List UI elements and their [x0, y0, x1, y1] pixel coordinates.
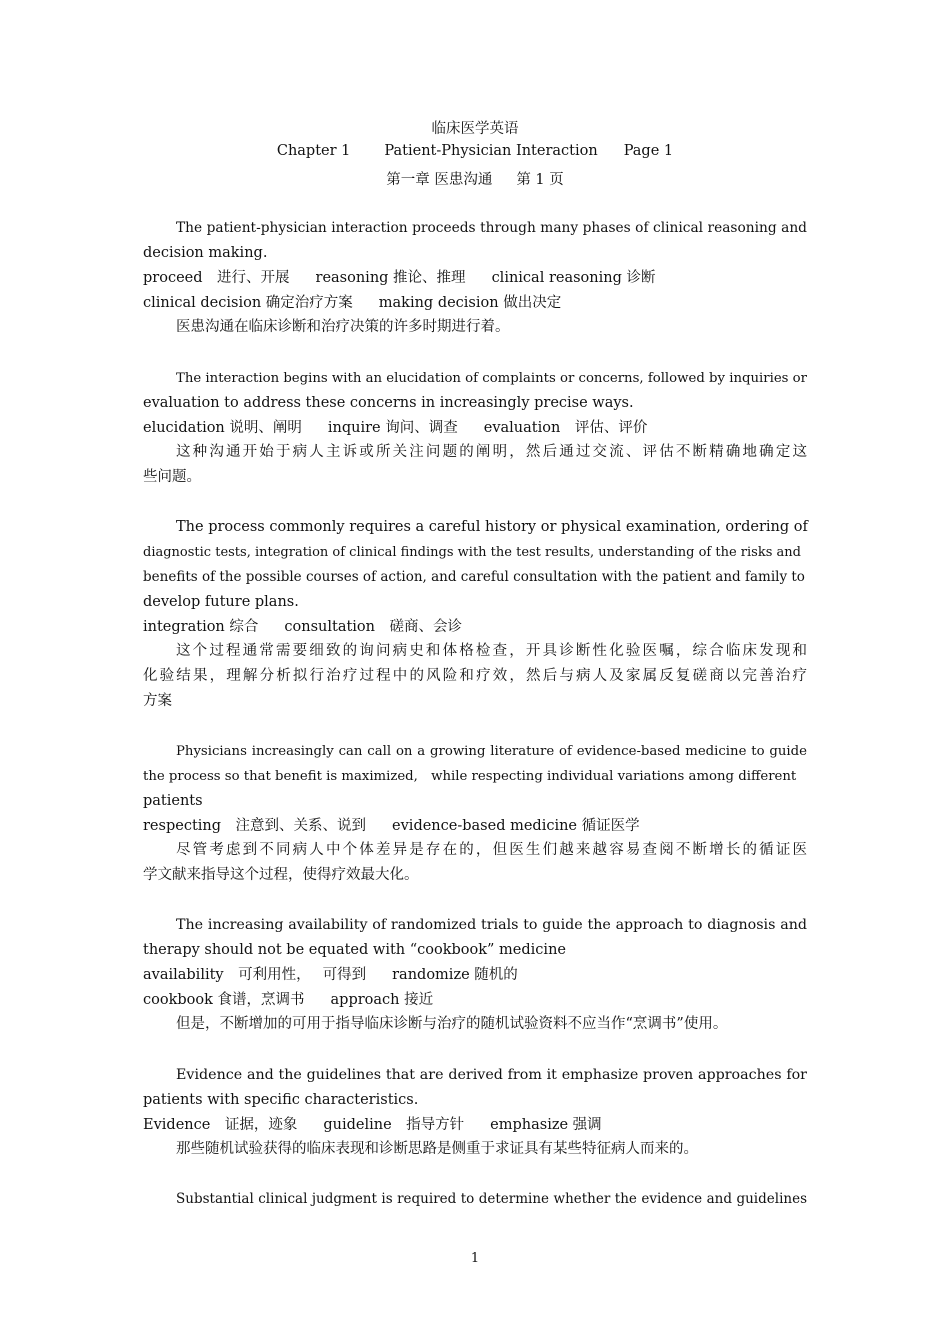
vocab-entry: clinical decision 确定治疗方案 — [143, 295, 353, 311]
vocab-entry: reasoning 推论、推理 — [315, 270, 466, 286]
vocab-entry: approach 接近 — [330, 992, 434, 1008]
paragraph-text: evaluation to address these concerns in increasingly precise ways. — [143, 395, 634, 411]
paragraph-text: patients with specific characteristics. — [143, 1092, 419, 1108]
vocab-entry: evaluation 评估、评价 — [483, 420, 648, 436]
translation-text: 尽管考虑到不同病人中个体差异是存在的，但医生们越来越容易查阅不断增长的循证医 — [176, 842, 807, 858]
paragraph-text: The patient-physician interaction proceeds through many phases of clinical reasoning and — [176, 220, 807, 236]
vocab-entry: inquire 询问、调查 — [327, 420, 458, 436]
vocabulary-line — [143, 291, 807, 316]
vocab-entry: making decision 做出决定 — [378, 295, 562, 311]
paragraph-text: benefits of the possible courses of action, and careful consultation with the patient and family to — [143, 569, 805, 585]
vocab-entry: randomize 随机的 — [392, 967, 518, 983]
paragraph-text: therapy should not be equated with “cookbook” medicine — [143, 942, 566, 958]
chapter-heading — [143, 143, 807, 159]
vocabulary-line — [143, 963, 807, 988]
chapter-title-cn: 第一章 医患沟通 — [386, 172, 493, 188]
vocabulary-line — [143, 1113, 807, 1138]
translation-text: 化验结果，理解分析拟行治疗过程中的风险和疗效，然后与病人及家属反复磋商以完善治疗 — [143, 668, 807, 684]
translation-text: 那些随机试验获得的临床表现和诊断思路是侧重于求证具有某些特征病人而来的。 — [176, 1141, 698, 1157]
translation-text: 医患沟通在临床诊断和治疗决策的许多时期进行着。 — [176, 319, 510, 335]
vocab-entry: 可得到 — [322, 967, 367, 983]
vocab-entry: guideline 指导方针 — [323, 1117, 465, 1133]
document-title: 临床医学英语 — [431, 121, 519, 137]
vocab-entry: proceed 进行、开展 — [143, 270, 290, 286]
paragraph-text: Physicians increasingly can call on a growing literature of evidence-based medicine to guide — [176, 744, 807, 759]
vocabulary-line — [143, 266, 807, 291]
page-label: Page 1 — [623, 143, 674, 159]
vocabulary-line — [143, 416, 807, 441]
vocabulary-line — [143, 814, 807, 839]
vocabulary-line — [143, 988, 807, 1013]
page-label-cn: 第 1 页 — [516, 172, 564, 188]
translation-text: 这种沟通开始于病人主诉或所关注问题的阐明，然后通过交流、评估不断精确地确定这 — [176, 444, 807, 460]
vocab-entry: respecting 注意到、关系、说到 — [143, 818, 367, 834]
translation-text: 学文献来指导这个过程，使得疗效最大化。 — [143, 867, 419, 883]
vocab-entry: availability 可利用性， — [143, 967, 311, 983]
vocab-entry: evidence-based medicine 循证医学 — [392, 818, 640, 834]
vocabulary-line — [143, 615, 807, 640]
translation-text: 但是，不断增加的可用于指导临床诊断与治疗的随机试验资料不应当作“烹调书”使用。 — [176, 1016, 728, 1032]
chapter-title: Patient-Physician Interaction — [384, 143, 598, 159]
vocab-entry: consultation 磋商、会诊 — [284, 619, 463, 635]
translation-text: 这个过程通常需要细致的询问病史和体格检查，开具诊断性化验医嘱，综合临床发现和 — [176, 643, 807, 659]
vocab-entry: elucidation 说明、阐明 — [143, 420, 302, 436]
page-number: 1 — [470, 1251, 480, 1266]
paragraph-text: diagnostic tests, integration of clinical findings with the test results, understanding of the risks and — [143, 545, 801, 560]
translation-text: 些问题。 — [143, 469, 201, 485]
paragraph-text: the process so that benefit is maximized, while respecting individual variations among different — [143, 769, 797, 784]
translation-text: 方案 — [143, 693, 172, 709]
paragraph-text: The increasing availability of randomized trials to guide the approach to diagnosis and — [176, 917, 807, 933]
vocab-entry: clinical reasoning 诊断 — [491, 270, 656, 286]
chapter-heading-cn — [143, 168, 807, 189]
paragraph-text: Evidence and the guidelines that are derived from it emphasize proven approaches for — [176, 1067, 807, 1083]
paragraph-text: The process commonly requires a careful history or physical examination, ordering of — [176, 519, 808, 535]
paragraph-text: patients — [143, 793, 203, 809]
vocab-entry: Evidence 证据，迹象 — [143, 1117, 298, 1133]
paragraph-text: decision making. — [143, 245, 268, 261]
paragraph-text: The interaction begins with an elucidation of complaints or concerns, followed by inquiries or — [176, 371, 807, 386]
paragraph-text: develop future plans. — [143, 594, 299, 610]
paragraph-text: Substantial clinical judgment is required to determine whether the evidence and guidelines — [176, 1191, 807, 1207]
vocab-entry: cookbook 食谱，烹调书 — [143, 992, 305, 1008]
vocab-entry: emphasize 强调 — [490, 1117, 602, 1133]
vocab-entry: integration 综合 — [143, 619, 259, 635]
chapter-label: Chapter 1 — [276, 143, 351, 159]
